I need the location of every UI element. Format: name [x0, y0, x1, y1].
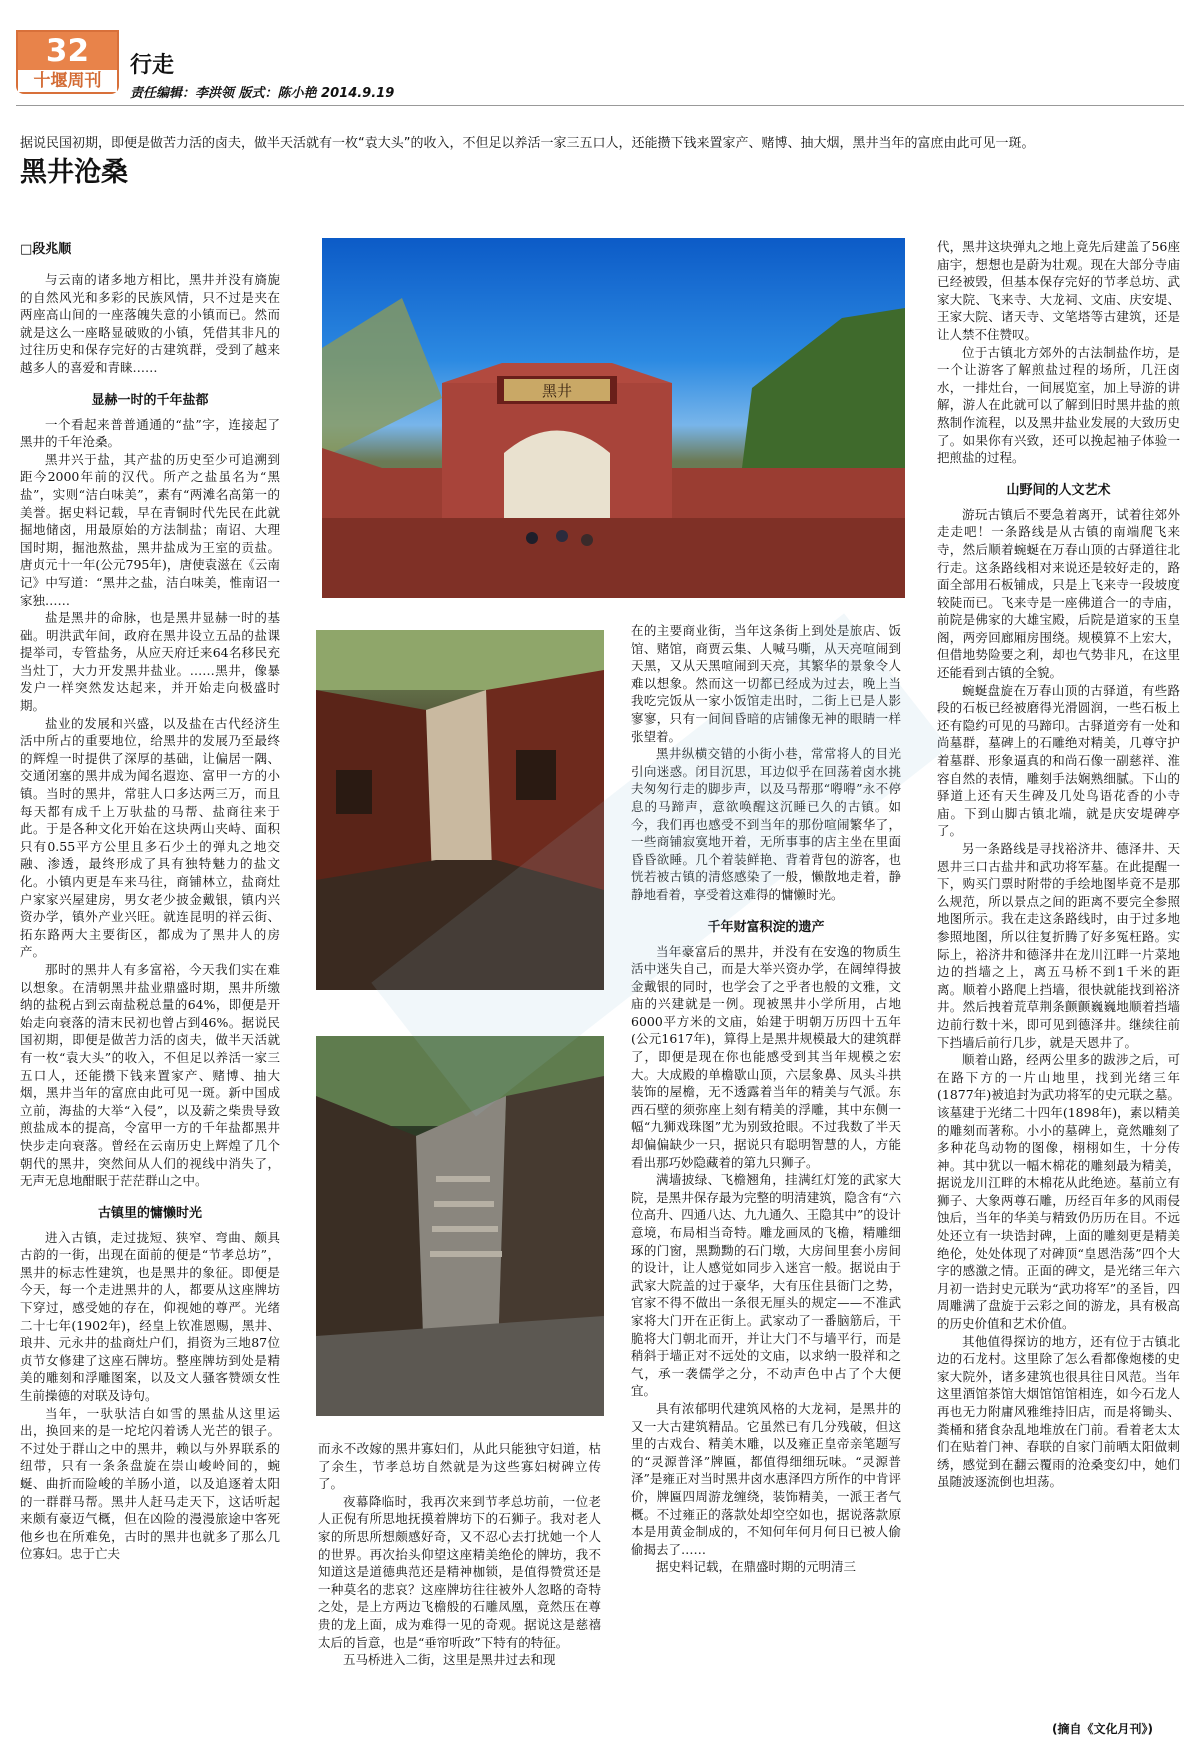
paragraph: 盐业的发展和兴盛，以及盐在古代经济生活中所占的重要地位，给黑井的发展乃至最终的辉煌一时提供了深厚的基础，让偏居一隅、交通闭塞的黑井成为闻名遐迩、富甲一方的小镇。当时的黑井，常驻人口多达两三万，而且每天都有成千上万驮盐的马帮、盐商往来于此。于是各种文化开始在这块两山夹峙、面积只有0.55平方公里且多石少土的弹丸之地交融、渗透，最终形成了具有独特魅力的盐文化。小镇内更是车来马往，商铺林立，盐商灶户家家兴屋建房，男女老少披金戴银，镇内兴资办学，镇外产业兴旺。就连昆明的祥云街、拓东路两大主要街区，都成为了黑井人的房产。: [20, 715, 280, 960]
photo-old-alley: [316, 630, 604, 990]
paragraph: 代，黑井这块弹丸之地上竟先后建盖了56座庙宇，想想也是蔚为壮观。现在大部分寺庙已经被毁，但基本保存完好的节孝总坊、武家大院、飞来寺、大龙祠、文庙、庆安堤、王家大院、诸天寺、文笔塔等古建筑，还是让人禁不住赞叹。: [937, 239, 1180, 342]
paragraph: 五马桥进入二街，这里是黑井过去和现: [343, 1652, 556, 1668]
publication-name: 十堰周刊: [18, 70, 117, 92]
paragraph: 当年豪富后的黑井，并没有在安逸的物质生活中迷失自己，而是大举兴资办学，在阔绰得披金戴银的同时，也学会了之乎者也般的文雅，文庙的兴建就是一例。现被黑井小学所用，占地6000平方米的文庙，始建于明朝万历四十五年(公元1617年)，算得上是黑井规模最大的建筑群了，即便是现在你也能感受到其当年规模之宏大。大成殿的单檐歇山顶，六层象鼻、凤头斗拱装饰的屋檐，无不透露着当年的精美与气派。东西石壁的须弥座上刻有精美的浮雕，其中东侧一幅“九狮戏珠图”尤为别致抢眼。不过我数了半天却偏偏缺少一只，据说只有聪明智慧的人，方能看出那巧妙隐藏着的第九只狮子。: [631, 943, 901, 1170]
header-divider: [16, 105, 1184, 106]
page-number: 32: [18, 32, 117, 70]
byline: □段兆顺: [20, 242, 72, 257]
lead-paragraph: 据说民国初期，即便是做苦力活的卤夫，做半天活就有一枚“袁大头”的收入，不但足以养活一家三五口人，还能攒下钱来置家产、赌博、抽大烟，黑井当年的富庶由此可见一斑。: [20, 136, 1035, 151]
article-title: 黑井沧桑: [20, 157, 128, 188]
text-column-4: [937, 238, 1180, 1491]
paragraph: 据史料记载，在鼎盛时期的元明清三: [656, 1559, 857, 1575]
paragraph: 与云南的诸多地方相比，黑井并没有旖旎的自然风光和多彩的民族风情，只不过是夹在两座高山间的一座落魄失意的小镇而已。然而就是这么一座略显破败的小镇，凭借其非凡的过往历史和保存完好的古建筑群，受到了越来越多人的喜爱和青睐……: [20, 272, 280, 375]
paragraph: 夜幕降临时，我再次来到节孝总坊前，一位老人正倪有所思地抚摸着牌坊下的石狮子。我对老人家的所思所想颇感好奇，又不忍心去打扰她一个人的世界。再次抬头仰望这座精美绝伦的牌坊，我不知道这是道德典范还是精神枷锁，是值得赞赏还是一种莫名的悲哀？这座牌坊往往被外人忽略的奇特之处，是上方两边飞檐般的石雕凤凰，竟然压在尊贵的龙上面，成为难得一见的奇观。据说这是慈禧太后的旨意，也是“垂帘听政”下特有的特征。: [318, 1493, 601, 1650]
paragraph: 进入古镇，走过拢短、狭窄、弯曲、颇具古韵的一街，出现在面前的便是“节孝总坊”，黑井的标志性建筑，也是黑井的象征。即便是今天，每一个走进黑井的人，都要从这座牌坊下穿过，感受她的存在，仰视她的尊严。光绪二十七年(1902年)，经皇上钦准恩赐，黑井、琅井、元永井的盐商灶户们，捐资为三地87位贞节女修建了这座石牌坊。整座牌坊到处是精美的雕刻和浮雕图案，以及文人骚客赞颂女性生前操德的对联及诗句。: [20, 1229, 280, 1404]
paragraph: 另一条路线是寻找裕济井、德泽井、天恩井三口古盐井和武功将军墓。在此提醒一下，购买门票时附带的手绘地图毕竟不是那么规范，所以景点之间的距离不要完全参照地图所示。我在走这条路线时，由于过多地参照地图，所以往复折腾了好多冤枉路。实际上，裕济井和德泽井在龙川江畔一片菜地边的挡墙之上，离五马桥不到1千米的距离。顺着小路爬上挡墙，很快就能找到裕济井。然后拽着荒草荆条颤颤巍巍地顺着挡墙边前行数十米，即可见到德泽井。继续往前下挡墙后前行几步，就是天恩井了。: [937, 841, 1180, 1050]
subheading: 千年财富积淀的遗产: [707, 919, 825, 935]
paragraph: 具有浓郁明代建筑风格的大龙祠，是黑井的又一大古建筑精品。它虽然已有几分残破，但这里的古戏台、精美木雕，以及雍正皇帝亲笔题写的“灵源普泽”牌匾，都值得细细玩味。“灵源普泽”是雍正对当时黑井卤水惠泽四方所作的中肯评价，牌匾四周游龙缠绕，装饰精美，一派王者气概。不过雍正的落款处却空空如也，据说落款原本是用黄金制成的，不知何年何月何日已被人偷偷揭去了……: [631, 1400, 901, 1557]
subheading: 显赫一时的千年盐都: [91, 392, 209, 408]
source-credit: (摘自《文化月刊》): [1052, 1722, 1153, 1736]
paragraph: 位于古镇北方郊外的古法制盐作坊，是一个让游客了解煎盐过程的场所，几汪卤水，一排灶台，一间展览室，加上导游的讲解，游人在此就可以了解到旧时黑井盐的煎熬制作流程，以及黑井盐业发展的大致历史了。如果你有兴致，还可以挽起袖子体验一把煎盐的过程。: [937, 344, 1180, 466]
paragraph: 那时的黑井人有多富裕，今天我们实在难以想象。在清朝黑井盐业鼎盛时期，黑井所缴纳的盐税占到云南盐税总量的64%，即便是开始走向衰落的清末民初也曾占到46%。据说民国初期，即便是做苦力活的卤夫，做半天活就有一枚“袁大头”的收入，不但足以养活一家三五口人，还能攒下钱来置家产、赌博、抽大烟，黑井当年的富庶由此可见一斑。新中国成立前，海盐的大举“入侵”，以及薪之柴贵导致煎盐成本的提高，令富甲一方的千年盐都黑井快步走向衰落。曾经在云南历史上辉煌了几个朝代的黑井，突然间从人们的视线中消失了，无声无息地酣眠于茫茫群山之中。: [20, 961, 280, 1189]
text-column-3: [631, 622, 901, 1576]
gate-illustration: [322, 238, 905, 598]
steps-illustration: [316, 1036, 604, 1416]
paragraph: 一个看起来普普通通的“盐”字，连接起了黑井的千年沧桑。: [20, 416, 280, 450]
text-column-1: [20, 271, 280, 1563]
subheading: 古镇里的慵懒时光: [97, 1205, 202, 1221]
paragraph: 黑井纵横交错的小街小巷，常常将人的目光引向迷惑。闭目沉思，耳边似乎在回荡着卤水挑夫匆匆行走的脚步声，以及马帮那“嘚嘚”永不停息的马蹄声，意欲唤醒这沉睡已久的古镇。如今，我们再也感受不到当年的那份喧闹繁华了，一些商铺寂寞地开着，无所事事的店主坐在里面昏昏欲睡。几个着装鲜艳、背着背包的游客，也恍若被古镇的清悠感染了一般，懒散地走着，静静地看着，享受着这难得的慵懒时光。: [631, 746, 901, 902]
subheading: 山野间的人文艺术: [1006, 482, 1111, 498]
paragraph: 其他值得探访的地方，还有位于古镇北边的石龙村。这里除了怎么看都像炮楼的史家大院外，诸多建筑也很具往日风范。当年这里酒馆茶馆大烟馆馆馆相连，如今石龙人再也无力附庸风雅维持旧店，而是将锄头、粪桶和猪食杂乱地堆放在门前。看着老太太们在贴着门神、春联的自家门前晒太阳做刺绣，感觉到在翻云覆雨的沧桑变幻中，她们虽随波逐流倒也坦荡。: [937, 1333, 1180, 1490]
page-badge: [16, 30, 119, 94]
paragraph: 盐是黑井的命脉，也是黑井显赫一时的基础。明洪武年间，政府在黑井设立五品的盐课提举司，专管盐务，从应天府迁来64名移民充当灶丁，大力开发黑井盐业。……黑井，像暴发户一样突然发达起来，并开始走向极盛时期。: [20, 610, 280, 714]
text-column-2: [318, 1440, 601, 1669]
paragraph: 蜿蜒盘旋在万春山顶的古驿道，有些路段的石板已经被磨得光滑圆润，一些石板上还有隐约可见的马蹄印。古驿道旁有一处和尚墓群，墓碑上的石雕绝对精美，几尊守护着墓群、形象逼真的和尚石像一副慈祥、淮容自然的表情，雕刻手法娴熟细腻。下山的驿道上还有天生碑及几处鸟语花香的小寺庙。下到山脚古镇北端，就是庆安堤碑亭了。: [937, 682, 1180, 839]
paragraph: 在的主要商业街，当年这条街上到处是旅店、饭馆、赌馆，商贾云集、人喊马嘶，从天亮喧闹到天黑，又从天黑喧闹到天亮，其繁华的景象令人难以想象。然而这一切都已经成为过去，晚上当我吃完饭从一家小饭馆走出时，二街上已是人影寥寥，只有一间间昏暗的店铺像无神的眼睛一样张望着。: [631, 623, 901, 744]
paragraph: 而永不改嫁的黑井寡妇们，从此只能独守妇道，枯了余生，节孝总坊自然就是为这些寡妇树碑立传了。: [318, 1441, 601, 1492]
section-title: 行走: [130, 52, 175, 78]
alley-illustration: [316, 630, 604, 990]
photo-stone-steps: [316, 1036, 604, 1416]
paragraph: 游玩古镇后不要急着离开，试着往郊外走走吧！一条路线是从古镇的南端爬飞来寺，然后顺着蜿蜒在万春山顶的古驿道往北行走。这条路线相对来说还是较好走的，路面全部用石板铺成，只是上飞来寺一段坡度较陡而已。飞来寺是一座佛道合一的寺庙，前院是佛家的大雄宝殿，后院是道家的玉皇阁，两旁回廊厢房围绕。规模算不上宏大，但借地势险要之利，却也气势非凡，在这里还能看到古镇的全貌。: [937, 506, 1180, 681]
paragraph: 满墙披绿、飞檐翘角，挂满红灯笼的武家大院，是黑井保存最为完整的明清建筑，隐含有“六位高升、四通八达、九九通久、王隐其中”的设计意境，布局相当奇特。雕龙画凤的飞檐，精雕细琢的门窗，黑黝黝的石门墩，大房间里套小房间的设计，让人感觉如同步入迷宫一般。据说由于武家大院盖的过于豪华，大有压住县衙门之势，官家不得不做出一条很无厘头的规定——不准武家将大门开在正街上。武家动了一番脑筋后，干脆将大门朝北而开，并让大门不与墙平行，而是稍斜于墙正对不远处的文庙，以求纳一股祥和之气，承一袭儒学之分，不动声色中占了个大便宜。: [631, 1172, 901, 1399]
paragraph: 顺着山路，经两公里多的跋涉之后，可在路下方的一片山地里，找到光绪三年(1877年)被追封为武功将军的史元联之墓。该墓建于光绪二十四年(1898年)，素以精美的雕刻而著称。小小的墓碑上，竟然雕刻了多种花鸟动物的图像，栩栩如生，十分传神。其中犹以一幅木棉花的雕刻最为精美，据说龙川江畔的木棉花从此绝迹。墓前立有狮子、大象两尊石雕，历经百年多的风雨侵蚀后，当年的华美与精致仍历历在目。不远处还立有一块诰封碑，上面的雕刻更是精美绝伦，处处体现了对碑顶“皇恩浩荡”四个大字的感激之情。正面的碑文，是光绪三年六月初一诰封史元联为“武功将军”的圣旨，四周雕满了盘旋于云彩之间的游龙，具有极高的历史价值和艺术价值。: [937, 1052, 1180, 1332]
paragraph: 当年，一驮驮洁白如雪的黑盐从这里运出，换回来的是一坨坨闪着诱人光芒的银子。不过处于群山之中的黑井，赖以与外界联系的纽带，只有一条条盘旋在崇山峻岭间的，蜿蜒、曲折而险峻的羊肠小道，以及追逐着太阳的一群群马帮。黑井人赶马走天下，这话听起来颇有豪迈气概，但在凶险的漫漫旅途中客死他乡也在所难免，古时的黑井也就多了那么几位寡妇。忠于亡夫: [20, 1405, 280, 1562]
paragraph: 黑井兴于盐，其产盐的历史至少可追溯到距今2000年前的汉代。所产之盐虽名为“黑盐”，实则“洁白味美”，素有“两滩名高第一的美誉。据史料记载，早在青铜时代先民在此就掘地储卤，用最原始的方法制盐；南诏、大理国时期，掘池熬盐，黑井盐成为王室的贡盐。唐贞元十一年(公元795年)，唐使袁滋在《云南记》中写道：“黑井之盐，洁白味美，惟南诏一家独……: [20, 451, 280, 608]
photo-town-gate: [322, 238, 905, 598]
gate-sign-text: 黑井: [541, 382, 573, 400]
editor-credits: 责任编辑：李洪领 版式：陈小艳 2014.9.19: [130, 86, 395, 101]
